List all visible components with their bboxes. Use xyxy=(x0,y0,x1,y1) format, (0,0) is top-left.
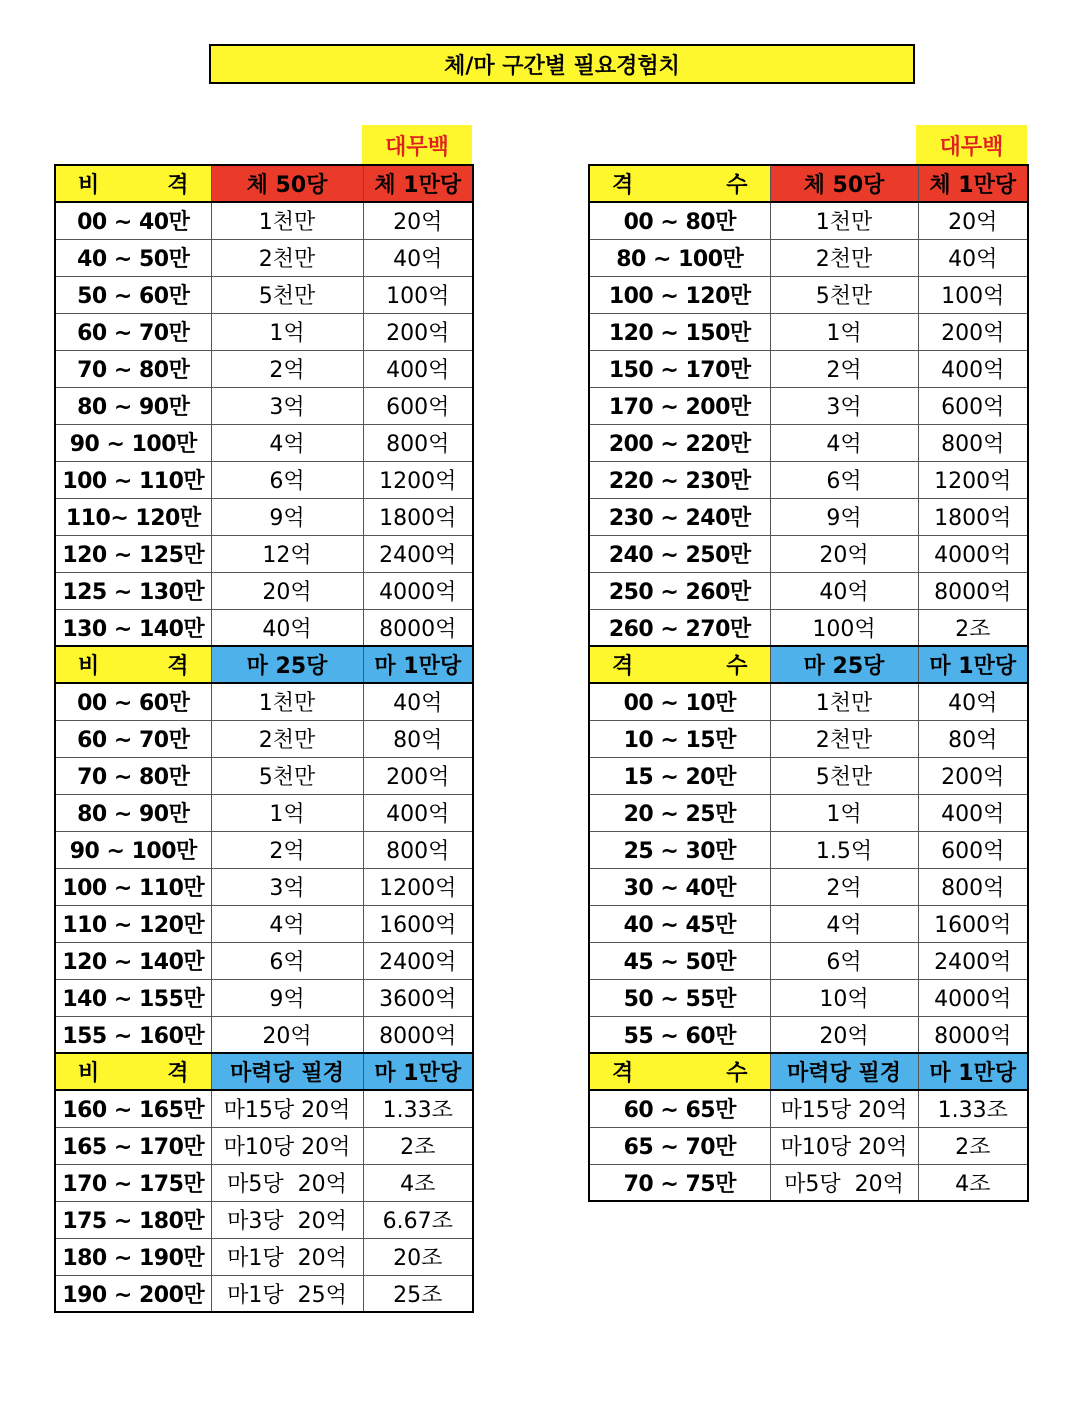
range-column-header xyxy=(589,165,770,202)
per-10k-cell: 100억 xyxy=(918,276,1028,313)
table-row xyxy=(55,831,473,868)
table-row xyxy=(55,1127,473,1164)
range-cell: 80 ~ 90만 xyxy=(55,387,211,424)
per-10k-cell: 800억 xyxy=(363,424,473,461)
per-10k-cell: 8000억 xyxy=(918,572,1028,609)
range-column-header xyxy=(589,1053,770,1090)
per-unit-cell: 1천만 xyxy=(770,683,918,720)
table-row xyxy=(55,794,473,831)
per-unit-cell: 4억 xyxy=(211,905,363,942)
range-cell: 55 ~ 60만 xyxy=(589,1016,770,1053)
table-row xyxy=(589,1127,1028,1164)
per-unit-cell: 40억 xyxy=(770,572,918,609)
per-unit-cell: 20억 xyxy=(770,1016,918,1053)
range-cell: 260 ~ 270만 xyxy=(589,609,770,646)
per-10k-cell: 25조 xyxy=(363,1275,473,1312)
per-unit-cell: 4억 xyxy=(770,905,918,942)
table-row xyxy=(55,979,473,1016)
section-header-row xyxy=(589,165,1028,202)
per-10k-cell: 1800억 xyxy=(363,498,473,535)
per-unit-cell: 12억 xyxy=(211,535,363,572)
per-unit-column-header: 체 50당 xyxy=(770,165,918,202)
table-row xyxy=(55,461,473,498)
table-row xyxy=(589,794,1028,831)
per-unit-cell: 10억 xyxy=(770,979,918,1016)
per-10k-cell: 2400억 xyxy=(363,942,473,979)
per-unit-cell: 마10당 20억 xyxy=(211,1127,363,1164)
range-cell: 180 ~ 190만 xyxy=(55,1238,211,1275)
table-row xyxy=(589,202,1028,239)
table-row xyxy=(589,572,1028,609)
per-10k-cell: 1800억 xyxy=(918,498,1028,535)
per-10k-cell: 3600억 xyxy=(363,979,473,1016)
per-unit-column-header: 마 25당 xyxy=(211,646,363,683)
per-unit-column-header: 마력당 필경 xyxy=(211,1053,363,1090)
per-10k-cell: 20억 xyxy=(363,202,473,239)
range-column-header xyxy=(55,165,211,202)
range-cell: 100 ~ 120만 xyxy=(589,276,770,313)
table-row xyxy=(55,572,473,609)
table-row xyxy=(55,313,473,350)
per-unit-cell: 9억 xyxy=(211,979,363,1016)
range-cell: 120 ~ 140만 xyxy=(55,942,211,979)
header-label-b: 수 xyxy=(726,1061,748,1086)
range-cell: 230 ~ 240만 xyxy=(589,498,770,535)
per-10k-cell: 1.33조 xyxy=(363,1090,473,1127)
per-unit-cell: 2천만 xyxy=(211,239,363,276)
per-unit-cell: 9억 xyxy=(770,498,918,535)
table-row xyxy=(589,498,1028,535)
per-10k-cell: 4조 xyxy=(918,1164,1028,1201)
per-unit-cell: 마1당 25억 xyxy=(211,1275,363,1312)
per-10k-column-header: 체 1만당 xyxy=(363,165,473,202)
per-10k-cell: 40억 xyxy=(918,239,1028,276)
per-10k-cell: 200억 xyxy=(918,313,1028,350)
range-cell: 40 ~ 50만 xyxy=(55,239,211,276)
table-row xyxy=(589,1016,1028,1053)
per-unit-cell: 20억 xyxy=(770,535,918,572)
table-row xyxy=(55,498,473,535)
per-10k-cell: 1600억 xyxy=(918,905,1028,942)
per-10k-cell: 8000억 xyxy=(363,609,473,646)
table-row xyxy=(589,683,1028,720)
table-row xyxy=(55,720,473,757)
per-unit-cell: 6억 xyxy=(770,461,918,498)
per-unit-cell: 2억 xyxy=(211,831,363,868)
table-row xyxy=(589,461,1028,498)
range-cell: 250 ~ 260만 xyxy=(589,572,770,609)
range-column-header xyxy=(589,646,770,683)
per-10k-column-header: 체 1만당 xyxy=(918,165,1028,202)
range-cell: 45 ~ 50만 xyxy=(589,942,770,979)
per-10k-cell: 600억 xyxy=(918,387,1028,424)
per-unit-cell: 1.5억 xyxy=(770,831,918,868)
table-row xyxy=(55,1275,473,1312)
range-cell: 170 ~ 200만 xyxy=(589,387,770,424)
per-unit-cell: 20억 xyxy=(211,1016,363,1053)
per-unit-cell: 마1당 20억 xyxy=(211,1238,363,1275)
per-unit-cell: 1억 xyxy=(211,794,363,831)
table-row xyxy=(589,831,1028,868)
per-10k-cell: 2조 xyxy=(918,609,1028,646)
per-10k-cell: 1200억 xyxy=(918,461,1028,498)
range-cell: 30 ~ 40만 xyxy=(589,868,770,905)
per-10k-cell: 4조 xyxy=(363,1164,473,1201)
section-header-row xyxy=(55,165,473,202)
header-label-b: 수 xyxy=(726,654,748,679)
range-cell: 140 ~ 155만 xyxy=(55,979,211,1016)
table-row xyxy=(589,757,1028,794)
per-10k-cell: 1600억 xyxy=(363,905,473,942)
range-cell: 60 ~ 70만 xyxy=(55,313,211,350)
per-unit-column-header: 체 50당 xyxy=(211,165,363,202)
header-label-a: 비 xyxy=(78,1061,100,1086)
range-cell: 120 ~ 150만 xyxy=(589,313,770,350)
per-unit-cell: 6억 xyxy=(211,461,363,498)
range-cell: 170 ~ 175만 xyxy=(55,1164,211,1201)
table-row xyxy=(589,535,1028,572)
per-unit-cell: 40억 xyxy=(211,609,363,646)
per-10k-cell: 40억 xyxy=(918,683,1028,720)
per-unit-cell: 2천만 xyxy=(770,720,918,757)
per-unit-cell: 1억 xyxy=(211,313,363,350)
per-unit-column-header: 마 25당 xyxy=(770,646,918,683)
table-row xyxy=(55,424,473,461)
range-cell: 100 ~ 110만 xyxy=(55,868,211,905)
per-10k-cell: 80억 xyxy=(918,720,1028,757)
per-unit-cell: 5천만 xyxy=(770,757,918,794)
range-cell: 110~ 120만 xyxy=(55,498,211,535)
table-row xyxy=(589,720,1028,757)
per-unit-cell: 6억 xyxy=(211,942,363,979)
per-unit-cell: 9억 xyxy=(211,498,363,535)
header-label-b: 수 xyxy=(726,173,748,198)
per-unit-cell: 100억 xyxy=(770,609,918,646)
range-cell: 60 ~ 65만 xyxy=(589,1090,770,1127)
per-10k-cell: 4000억 xyxy=(363,572,473,609)
range-cell: 130 ~ 140만 xyxy=(55,609,211,646)
per-unit-cell: 5천만 xyxy=(770,276,918,313)
per-unit-cell: 2억 xyxy=(770,868,918,905)
per-10k-cell: 400억 xyxy=(363,794,473,831)
range-cell: 165 ~ 170만 xyxy=(55,1127,211,1164)
right-exp-table xyxy=(588,164,1029,1202)
range-cell: 120 ~ 125만 xyxy=(55,535,211,572)
range-cell: 50 ~ 55만 xyxy=(589,979,770,1016)
per-10k-cell: 40억 xyxy=(363,239,473,276)
header-label-b: 격 xyxy=(167,654,189,679)
per-10k-cell: 600억 xyxy=(918,831,1028,868)
per-unit-cell: 5천만 xyxy=(211,757,363,794)
per-10k-column-header: 마 1만당 xyxy=(918,1053,1028,1090)
per-10k-cell: 2400억 xyxy=(918,942,1028,979)
range-column-header xyxy=(55,646,211,683)
per-unit-cell: 2억 xyxy=(211,350,363,387)
per-10k-cell: 20조 xyxy=(363,1238,473,1275)
table-row xyxy=(55,350,473,387)
per-unit-cell: 2천만 xyxy=(770,239,918,276)
per-10k-cell: 6.67조 xyxy=(363,1201,473,1238)
table-row xyxy=(589,424,1028,461)
range-cell: 70 ~ 80만 xyxy=(55,757,211,794)
range-cell: 110 ~ 120만 xyxy=(55,905,211,942)
per-10k-cell: 800억 xyxy=(918,868,1028,905)
table-row xyxy=(55,683,473,720)
per-10k-cell: 800억 xyxy=(363,831,473,868)
range-cell: 20 ~ 25만 xyxy=(589,794,770,831)
range-cell: 00 ~ 10만 xyxy=(589,683,770,720)
range-cell: 40 ~ 45만 xyxy=(589,905,770,942)
per-10k-cell: 4000억 xyxy=(918,979,1028,1016)
table-row xyxy=(589,1090,1028,1127)
per-10k-column-header: 마 1만당 xyxy=(918,646,1028,683)
table-row xyxy=(55,1090,473,1127)
range-cell: 190 ~ 200만 xyxy=(55,1275,211,1312)
per-unit-column-header: 마력당 필경 xyxy=(770,1053,918,1090)
section-header-row xyxy=(55,646,473,683)
range-cell: 65 ~ 70만 xyxy=(589,1127,770,1164)
per-unit-cell: 마10당 20억 xyxy=(770,1127,918,1164)
range-cell: 100 ~ 110만 xyxy=(55,461,211,498)
per-10k-cell: 400억 xyxy=(918,350,1028,387)
per-10k-cell: 200억 xyxy=(918,757,1028,794)
range-cell: 00 ~ 80만 xyxy=(589,202,770,239)
per-unit-cell: 1천만 xyxy=(770,202,918,239)
table-row xyxy=(589,276,1028,313)
section-header-row xyxy=(55,1053,473,1090)
table-row xyxy=(55,905,473,942)
header-label-a: 격 xyxy=(612,654,634,679)
per-unit-cell: 3억 xyxy=(211,868,363,905)
table-row xyxy=(55,276,473,313)
range-cell: 70 ~ 75만 xyxy=(589,1164,770,1201)
per-unit-cell: 4억 xyxy=(770,424,918,461)
per-unit-cell: 마15당 20억 xyxy=(211,1090,363,1127)
range-column-header xyxy=(55,1053,211,1090)
left-exp-table xyxy=(54,164,474,1313)
range-cell: 155 ~ 160만 xyxy=(55,1016,211,1053)
per-unit-cell: 1천만 xyxy=(211,683,363,720)
per-unit-cell: 마5당 20억 xyxy=(770,1164,918,1201)
section-header-row xyxy=(589,646,1028,683)
per-unit-cell: 마5당 20억 xyxy=(211,1164,363,1201)
per-10k-cell: 400억 xyxy=(918,794,1028,831)
range-cell: 80 ~ 90만 xyxy=(55,794,211,831)
table-row xyxy=(55,609,473,646)
table-row xyxy=(55,757,473,794)
table-row xyxy=(589,868,1028,905)
table-row xyxy=(55,1016,473,1053)
table-row xyxy=(55,202,473,239)
per-unit-cell: 2천만 xyxy=(211,720,363,757)
per-10k-cell: 8000억 xyxy=(918,1016,1028,1053)
table-row xyxy=(55,387,473,424)
table-row xyxy=(589,350,1028,387)
per-10k-cell: 400억 xyxy=(363,350,473,387)
table-row xyxy=(55,535,473,572)
range-cell: 220 ~ 230만 xyxy=(589,461,770,498)
table-row xyxy=(55,1238,473,1275)
per-10k-cell: 1200억 xyxy=(363,868,473,905)
per-10k-cell: 4000억 xyxy=(918,535,1028,572)
per-unit-cell: 6억 xyxy=(770,942,918,979)
per-10k-cell: 20억 xyxy=(918,202,1028,239)
per-10k-column-header: 마 1만당 xyxy=(363,646,473,683)
range-cell: 175 ~ 180만 xyxy=(55,1201,211,1238)
range-cell: 25 ~ 30만 xyxy=(589,831,770,868)
per-10k-cell: 2조 xyxy=(363,1127,473,1164)
range-cell: 10 ~ 15만 xyxy=(589,720,770,757)
header-label-a: 격 xyxy=(612,1061,634,1086)
table-row xyxy=(55,1164,473,1201)
page-title: 체/마 구간별 필요경험치 xyxy=(209,44,915,84)
range-cell: 50 ~ 60만 xyxy=(55,276,211,313)
range-cell: 150 ~ 170만 xyxy=(589,350,770,387)
per-10k-cell: 200억 xyxy=(363,313,473,350)
range-cell: 00 ~ 60만 xyxy=(55,683,211,720)
table-row xyxy=(589,239,1028,276)
table-row xyxy=(589,905,1028,942)
per-unit-cell: 3억 xyxy=(770,387,918,424)
per-unit-cell: 1천만 xyxy=(211,202,363,239)
table-row xyxy=(589,979,1028,1016)
per-unit-cell: 1억 xyxy=(770,794,918,831)
range-cell: 80 ~ 100만 xyxy=(589,239,770,276)
per-unit-cell: 5천만 xyxy=(211,276,363,313)
per-10k-cell: 40억 xyxy=(363,683,473,720)
per-10k-column-header: 마 1만당 xyxy=(363,1053,473,1090)
range-cell: 240 ~ 250만 xyxy=(589,535,770,572)
range-cell: 160 ~ 165만 xyxy=(55,1090,211,1127)
range-cell: 00 ~ 40만 xyxy=(55,202,211,239)
table-row xyxy=(589,313,1028,350)
range-cell: 60 ~ 70만 xyxy=(55,720,211,757)
per-10k-cell: 2400억 xyxy=(363,535,473,572)
per-10k-cell: 800억 xyxy=(918,424,1028,461)
per-10k-cell: 600억 xyxy=(363,387,473,424)
per-unit-cell: 1억 xyxy=(770,313,918,350)
per-unit-cell: 마15당 20억 xyxy=(770,1090,918,1127)
table-row xyxy=(589,942,1028,979)
header-label-a: 격 xyxy=(612,173,634,198)
table-row xyxy=(589,1164,1028,1201)
range-cell: 90 ~ 100만 xyxy=(55,831,211,868)
per-10k-cell: 1.33조 xyxy=(918,1090,1028,1127)
per-10k-cell: 200억 xyxy=(363,757,473,794)
left-tag-label: 대무백 xyxy=(362,125,472,165)
per-unit-cell: 20억 xyxy=(211,572,363,609)
header-label-b: 격 xyxy=(167,1061,189,1086)
header-label-a: 비 xyxy=(78,654,100,679)
per-10k-cell: 80억 xyxy=(363,720,473,757)
header-label-b: 격 xyxy=(167,173,189,198)
section-header-row xyxy=(589,1053,1028,1090)
table-row xyxy=(55,868,473,905)
per-unit-cell: 마3당 20억 xyxy=(211,1201,363,1238)
table-row xyxy=(55,239,473,276)
per-10k-cell: 100억 xyxy=(363,276,473,313)
range-cell: 125 ~ 130만 xyxy=(55,572,211,609)
range-cell: 70 ~ 80만 xyxy=(55,350,211,387)
per-unit-cell: 3억 xyxy=(211,387,363,424)
table-row xyxy=(55,942,473,979)
right-tag-label: 대무백 xyxy=(916,125,1027,165)
table-row xyxy=(589,609,1028,646)
per-unit-cell: 2억 xyxy=(770,350,918,387)
per-10k-cell: 1200억 xyxy=(363,461,473,498)
range-cell: 200 ~ 220만 xyxy=(589,424,770,461)
table-row xyxy=(589,387,1028,424)
table-row xyxy=(55,1201,473,1238)
per-10k-cell: 8000억 xyxy=(363,1016,473,1053)
range-cell: 15 ~ 20만 xyxy=(589,757,770,794)
range-cell: 90 ~ 100만 xyxy=(55,424,211,461)
per-10k-cell: 2조 xyxy=(918,1127,1028,1164)
header-label-a: 비 xyxy=(78,173,100,198)
per-unit-cell: 4억 xyxy=(211,424,363,461)
